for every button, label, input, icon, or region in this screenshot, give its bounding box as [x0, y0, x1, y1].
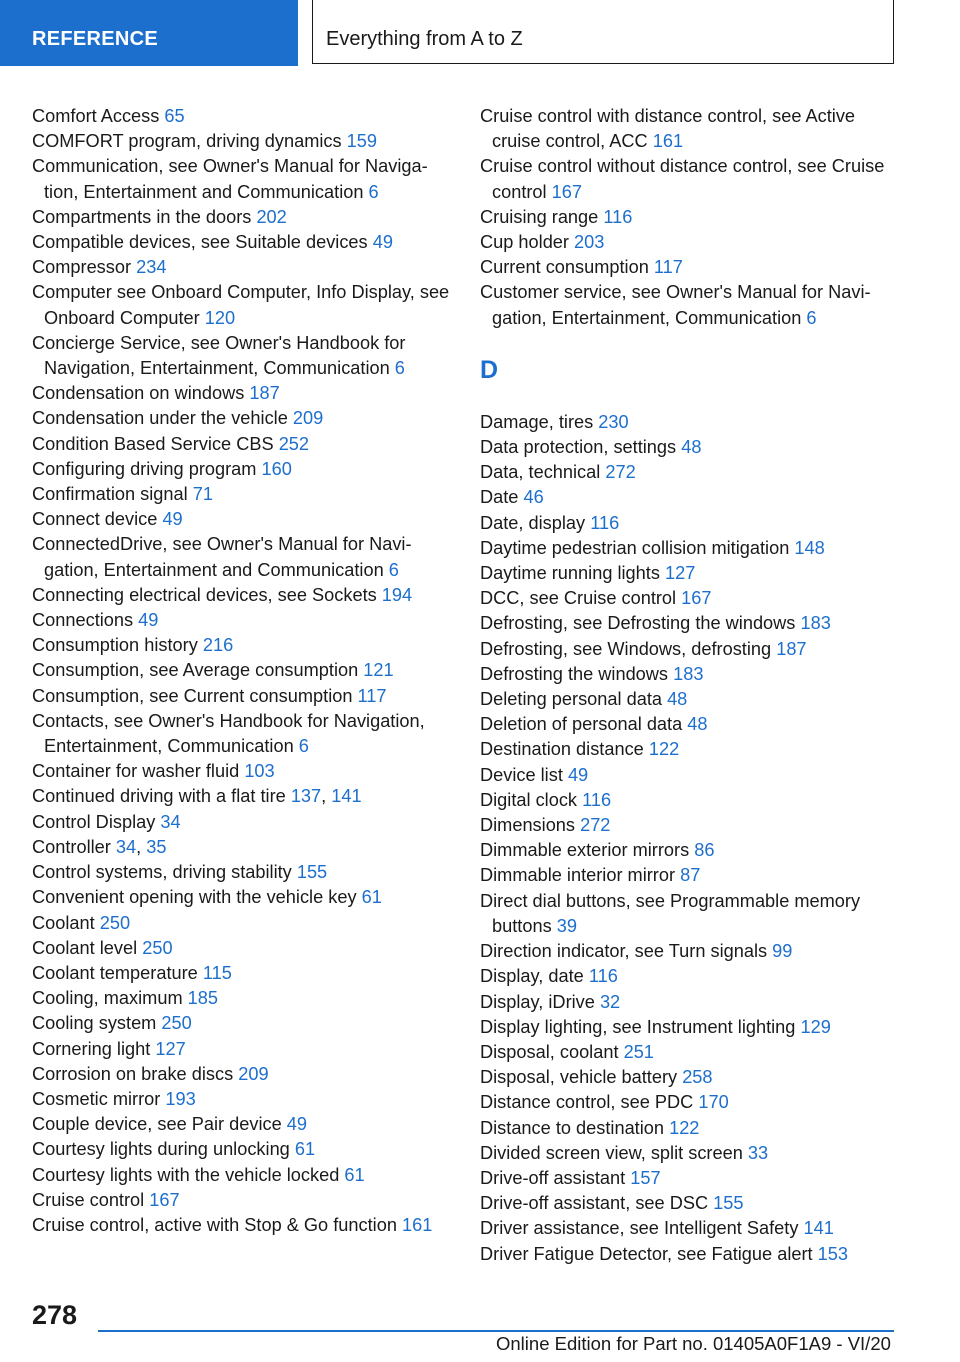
page-reference-link[interactable]: 122 — [648, 739, 680, 760]
index-entry — [480, 838, 900, 863]
page-reference-link[interactable]: 32 — [599, 991, 621, 1012]
index-entry-text: Direction indicator, see Turn signals — [480, 941, 768, 962]
index-entry-text: Cup holder — [480, 232, 569, 253]
page-reference-link[interactable]: 103 — [244, 761, 275, 782]
page-reference-link[interactable]: 129 — [800, 1016, 831, 1037]
page-reference-link[interactable]: 61 — [294, 1139, 316, 1160]
page-reference-link[interactable]: 187 — [776, 638, 807, 659]
index-entry — [32, 658, 452, 683]
page-reference-link[interactable]: 194 — [381, 584, 413, 605]
page-reference-link[interactable]: 187 — [249, 383, 280, 404]
index-entry — [480, 435, 900, 460]
page-reference-link[interactable]: 6 — [298, 736, 309, 757]
page-reference-link[interactable]: 170 — [698, 1092, 729, 1113]
index-entry-text: Coolant level — [32, 937, 138, 958]
index-entry — [32, 280, 452, 330]
page-reference-link[interactable]: 252 — [278, 433, 310, 454]
index-entry — [32, 759, 452, 784]
page-reference-link[interactable]: 183 — [800, 613, 831, 634]
index-entry-text: Cruise control — [32, 1189, 145, 1210]
index-entry-text: Cornering light — [32, 1038, 151, 1059]
index-entry-text: Defrosting, see Defrosting the windows — [480, 613, 796, 634]
index-entry — [480, 1015, 900, 1040]
page-reference-link[interactable]: 141 — [803, 1218, 834, 1239]
index-entry-text: Compatible devices, see Suitable devices — [32, 232, 368, 253]
index-entry-text: Control systems, driving stability — [32, 862, 292, 883]
index-entry-text: Couple device, see Pair device — [32, 1114, 282, 1135]
page-reference-link[interactable]: 167 — [681, 588, 712, 609]
index-entry — [480, 1191, 900, 1216]
page-reference-link[interactable]: 116 — [603, 206, 633, 227]
index-entry-text: Cruise control without distance control, see Cruise control — [480, 156, 885, 202]
page-reference-link[interactable]: 116 — [590, 512, 620, 533]
index-entry — [32, 532, 452, 582]
page-reference-link[interactable]: 86 — [694, 840, 715, 861]
index-entry-text: Defrosting the windows — [480, 663, 669, 684]
index-entry: Continued driving with a flat tire 137, 141 — [32, 786, 362, 807]
chapter-header — [312, 0, 894, 64]
page-reference-link[interactable]: 121 — [363, 660, 394, 681]
page-reference-link[interactable]: 6 — [806, 307, 817, 328]
index-entry-text: Coolant — [32, 912, 95, 933]
chapter-title: Everything from A to Z — [326, 28, 523, 50]
index-entry-text: Dimmable exterior mirrors — [480, 840, 690, 861]
index-entry-text: Connect device — [32, 509, 158, 530]
page-reference-link[interactable]: 141 — [331, 786, 362, 807]
page-reference-link[interactable]: 6 — [388, 559, 399, 580]
page-reference-link[interactable]: 117 — [357, 685, 387, 706]
index-entry — [480, 230, 900, 255]
index-entry-text: Courtesy lights with the vehicle locked — [32, 1164, 340, 1185]
index-entry — [32, 432, 452, 457]
index-entry-text: Condensation on windows — [32, 383, 245, 404]
index-entry-text: Courtesy lights during unlocking — [32, 1139, 290, 1160]
index-entry-text: Data protection, settings — [480, 437, 677, 458]
page-reference-link[interactable]: 49 — [372, 232, 393, 253]
page-reference-link[interactable]: 48 — [687, 714, 708, 735]
index-entry-text: Container for washer fluid — [32, 761, 240, 782]
index-entry — [480, 1065, 900, 1090]
index-entry — [480, 1166, 900, 1191]
index-entry — [480, 410, 900, 435]
index-entry-text: Deleting personal data — [480, 689, 662, 710]
index-entry — [32, 457, 452, 482]
page-reference-link[interactable]: 251 — [623, 1041, 654, 1062]
page-reference-link[interactable]: 49 — [567, 764, 589, 785]
index-entry — [32, 154, 452, 204]
index-letter-heading: D — [480, 355, 499, 384]
page-reference-link[interactable]: 258 — [682, 1067, 713, 1088]
index-entry-text: Dimmable interior mirror — [480, 865, 676, 886]
page-reference-link[interactable]: 250 — [161, 1013, 192, 1034]
page-reference-link[interactable]: 71 — [192, 484, 213, 505]
page-reference-link[interactable]: 153 — [817, 1243, 849, 1264]
index-entry — [32, 961, 452, 986]
edition-note: Online Edition for Part no. 01405A0F1A9 - VI/20 — [496, 1333, 891, 1354]
index-entry-text: Damage, tires — [480, 411, 594, 432]
section-tab — [0, 0, 298, 66]
index-entry — [480, 485, 900, 510]
index-entry — [32, 911, 452, 936]
index-entry — [32, 936, 452, 961]
page-reference-link[interactable]: 193 — [165, 1088, 196, 1109]
page-reference-link[interactable]: 167 — [551, 181, 583, 202]
index-entry-text: Consumption, see Current consumption — [32, 685, 353, 706]
page-reference-link[interactable]: 61 — [344, 1164, 365, 1185]
page-reference-link[interactable]: 161 — [652, 131, 684, 152]
index-entry — [480, 1040, 900, 1065]
index-entry-text: Convenient opening with the vehicle key — [32, 887, 357, 908]
index-entry — [480, 205, 900, 230]
index-entry — [480, 611, 900, 636]
page-reference-link[interactable]: 34 — [115, 836, 137, 857]
page-reference-link[interactable]: 203 — [574, 232, 605, 253]
page-reference-link[interactable]: 116 — [582, 789, 612, 810]
index-entry — [480, 813, 900, 838]
page-reference-link[interactable]: 161 — [402, 1214, 433, 1235]
index-entry-text: Display lighting, see Instrument lighting — [480, 1016, 796, 1037]
page-reference-link[interactable]: 216 — [202, 635, 234, 656]
index-entry-text: Distance to destination — [480, 1117, 665, 1138]
index-entry — [32, 810, 452, 835]
page-reference-link[interactable]: 157 — [630, 1167, 661, 1188]
index-entry-text: ConnectedDrive, see Owner's Manual for Navigation, Entertainment and Communication — [32, 534, 412, 580]
page-reference-link[interactable]: 34 — [160, 811, 181, 832]
index-entry-text: Configuring driving program — [32, 458, 257, 479]
page-reference-link[interactable]: 272 — [580, 815, 611, 836]
section-title: REFERENCE — [32, 28, 159, 50]
index-entry — [32, 1137, 452, 1162]
index-entry — [480, 737, 900, 762]
index-entry-text: Display, iDrive — [480, 991, 595, 1012]
index-entry — [480, 637, 900, 662]
index-entry-text: Consumption, see Average consumption — [32, 660, 359, 681]
index-entry-text: Concierge Service, see Owner's Handbook for Navigation, Entertainment, Communication — [32, 332, 406, 379]
index-entry — [32, 331, 452, 381]
index-entry — [480, 763, 900, 788]
index-entry — [32, 608, 452, 633]
page-reference-link[interactable]: 230 — [598, 411, 629, 432]
index-entry-text: Current consumption — [480, 257, 649, 278]
page-reference-link[interactable]: 209 — [292, 408, 324, 429]
page-reference-link[interactable]: 272 — [605, 462, 636, 483]
page-reference-link[interactable]: 148 — [794, 537, 825, 558]
index-entry-text: Drive-off assistant, see DSC — [480, 1193, 709, 1214]
index-entry — [480, 788, 900, 813]
index-entry — [32, 684, 452, 709]
index-entry-text: Display, date — [480, 966, 584, 987]
page-reference-link[interactable]: 49 — [286, 1114, 308, 1135]
index-entry — [32, 205, 452, 230]
index-entry — [32, 1188, 452, 1213]
page-reference-link[interactable]: 99 — [772, 941, 793, 962]
index-entry — [480, 154, 900, 204]
page-reference-link[interactable]: 160 — [261, 458, 292, 479]
index-entry — [32, 709, 452, 759]
index-entry-text: DCC, see Cruise control — [480, 588, 677, 609]
page-reference-link[interactable]: 127 — [155, 1038, 186, 1059]
page-reference-link[interactable]: 116 — [588, 966, 618, 987]
index-entry-text: Connecting electrical devices, see Sockets — [32, 584, 377, 605]
page-reference-link[interactable]: 117 — [653, 257, 683, 278]
index-entry: Controller 34, 35 — [32, 836, 167, 857]
index-entry — [480, 1141, 900, 1166]
index-entry-text: COMFORT program, driving dynamics — [32, 131, 342, 152]
index-entry — [32, 583, 452, 608]
page-reference-link[interactable]: 65 — [164, 106, 185, 126]
page-reference-link[interactable]: 87 — [680, 865, 701, 886]
page-reference-link[interactable]: 115 — [202, 962, 232, 983]
index-entry-text: Destination distance — [480, 739, 644, 760]
index-entry — [32, 381, 452, 406]
index-entry-text: Cruising range — [480, 206, 599, 227]
index-entry-text: Communication, see Owner's Manual for Navigation, Entertainment and Communication — [32, 156, 428, 202]
index-column-left — [32, 104, 452, 1238]
page-reference-link[interactable]: 122 — [669, 1117, 700, 1138]
index-entry-text: Coolant temperature — [32, 962, 198, 983]
page-reference-link[interactable]: 137 — [290, 786, 322, 807]
page-number: 278 — [32, 1300, 78, 1330]
index-entry — [480, 255, 900, 280]
index-entry-text: Connections — [32, 610, 134, 631]
index-entry — [480, 1216, 900, 1241]
index-entry-text: Data, technical — [480, 462, 601, 483]
index-entry — [480, 280, 900, 330]
index-entry-text: Drive-off assistant — [480, 1167, 626, 1188]
index-entry — [480, 561, 900, 586]
index-entry-text: Contacts, see Owner's Handbook for Navigation, Entertainment, Communication — [32, 710, 425, 757]
index-entry — [480, 964, 900, 989]
index-entry-text: Compressor — [32, 257, 132, 278]
index-entry-text: Driver Fatigue Detector, see Fatigue alert — [480, 1243, 813, 1264]
index-entry-text: Computer see Onboard Computer, Info Display, see Onboard Computer — [32, 282, 450, 328]
page-reference-link[interactable]: 120 — [204, 307, 236, 328]
page-reference-link[interactable]: 48 — [681, 437, 702, 458]
index-entry — [480, 863, 900, 888]
index-entry-text: Date, display — [480, 512, 586, 533]
page-reference-link[interactable]: 49 — [138, 610, 159, 631]
index-entry-text: Compartments in the doors — [32, 206, 252, 227]
footer-rule — [98, 1330, 894, 1332]
index-entry — [32, 1062, 452, 1087]
page-reference-link[interactable]: 167 — [149, 1189, 180, 1210]
index-entry-text: Continued driving with a flat tire — [32, 786, 286, 807]
page-reference-link[interactable]: 49 — [162, 509, 183, 530]
index-entry-text: Date — [480, 487, 519, 508]
index-entry — [32, 633, 452, 658]
page-reference-link[interactable]: 46 — [523, 487, 544, 508]
index-entry-text: Device list — [480, 764, 563, 785]
index-entry — [480, 460, 900, 485]
page-reference-link[interactable]: 234 — [136, 257, 167, 278]
page-reference-link[interactable]: 159 — [346, 131, 378, 152]
index-entry-text: Deletion of personal data — [480, 714, 683, 735]
index-entry-text: Customer service, see Owner's Manual for Navigation, Entertainment, Communication — [480, 282, 871, 328]
index-entry-text: Cruise control with distance control, see Active cruise control, ACC — [480, 106, 856, 152]
page-reference-link[interactable]: 39 — [556, 915, 577, 936]
index-entry-text: Cooling system — [32, 1013, 157, 1034]
index-entry — [480, 1090, 900, 1115]
page-reference-link[interactable]: 185 — [187, 988, 219, 1009]
index-entry — [32, 1112, 452, 1137]
index-entry — [32, 255, 452, 280]
index-entry-text: Cooling, maximum — [32, 988, 183, 1009]
index-entry-text: Cruise control, active with Stop & Go function — [32, 1214, 397, 1235]
index-entry — [480, 687, 900, 712]
index-entry — [480, 889, 900, 939]
page-reference-link[interactable]: 183 — [673, 663, 704, 684]
index-entry — [480, 990, 900, 1015]
index-entry-text: Controller — [32, 836, 111, 857]
index-entry-text: Disposal, coolant — [480, 1041, 619, 1062]
page-reference-link[interactable]: 35 — [146, 836, 167, 857]
index-entry — [32, 104, 452, 129]
index-entry-text: Consumption history — [32, 635, 198, 656]
page-reference-link[interactable]: 202 — [256, 206, 287, 227]
index-entry-text: Comfort Access — [32, 106, 160, 126]
index-entry — [32, 986, 452, 1011]
page-reference-link[interactable]: 250 — [142, 937, 173, 958]
index-entry — [32, 406, 452, 431]
page-reference-link[interactable]: 209 — [238, 1063, 269, 1084]
index-entry — [480, 511, 900, 536]
index-entry-text: Daytime running lights — [480, 563, 660, 584]
index-entry — [480, 104, 900, 154]
index-entry-text: Condensation under the vehicle — [32, 408, 288, 429]
index-entry-text: Condition Based Service CBS — [32, 433, 274, 454]
page-reference-link[interactable]: 127 — [665, 563, 696, 584]
index-entry-text: Confirmation signal — [32, 484, 188, 505]
index-entry-text: Driver assistance, see Intelligent Safety — [480, 1218, 799, 1239]
index-entry — [32, 1011, 452, 1036]
index-entry — [480, 662, 900, 687]
page-reference-link[interactable]: 155 — [713, 1193, 744, 1214]
index-entry — [480, 712, 900, 737]
index-entry — [32, 885, 452, 910]
index-entry — [480, 586, 900, 611]
page-reference-link[interactable]: 48 — [667, 689, 688, 710]
index-entry — [480, 1116, 900, 1141]
page-reference-link[interactable]: 155 — [296, 862, 328, 883]
page-reference-link[interactable]: 61 — [361, 887, 382, 908]
index-entry — [32, 230, 452, 255]
index-entry — [480, 536, 900, 561]
index-entry — [32, 1163, 452, 1188]
index-entry-text: Dimensions — [480, 815, 576, 836]
page-reference-link[interactable]: 33 — [747, 1142, 769, 1163]
index-entry-text: Cosmetic mirror — [32, 1088, 161, 1109]
index-entry-text: Direct dial buttons, see Programmable memory buttons — [480, 890, 861, 936]
index-entry-text: Divided screen view, split screen — [480, 1142, 743, 1163]
index-entry-text: Disposal, vehicle battery — [480, 1067, 678, 1088]
index-entry-text: Digital clock — [480, 789, 578, 810]
index-entry — [480, 1242, 900, 1267]
index-entry — [480, 939, 900, 964]
index-entry-text: Control Display — [32, 811, 156, 832]
index-entry-text: Distance control, see PDC — [480, 1092, 694, 1113]
index-entry-text: Daytime pedestrian collision mitigation — [480, 537, 790, 558]
index-entry — [32, 1087, 452, 1112]
page-reference-link[interactable]: 6 — [394, 358, 405, 379]
page-reference-link[interactable]: 250 — [99, 912, 131, 933]
index-entry — [32, 507, 452, 532]
index-entry — [32, 1213, 452, 1238]
index-column-right — [480, 104, 900, 1267]
index-entry — [32, 129, 452, 154]
index-entry-text: Defrosting, see Windows, defrosting — [480, 638, 772, 659]
page-reference-link[interactable]: 6 — [368, 181, 379, 202]
index-entry — [32, 1037, 452, 1062]
index-entry — [32, 482, 452, 507]
index-entry-text: Corrosion on brake discs — [32, 1063, 234, 1084]
index-entry — [32, 860, 452, 885]
